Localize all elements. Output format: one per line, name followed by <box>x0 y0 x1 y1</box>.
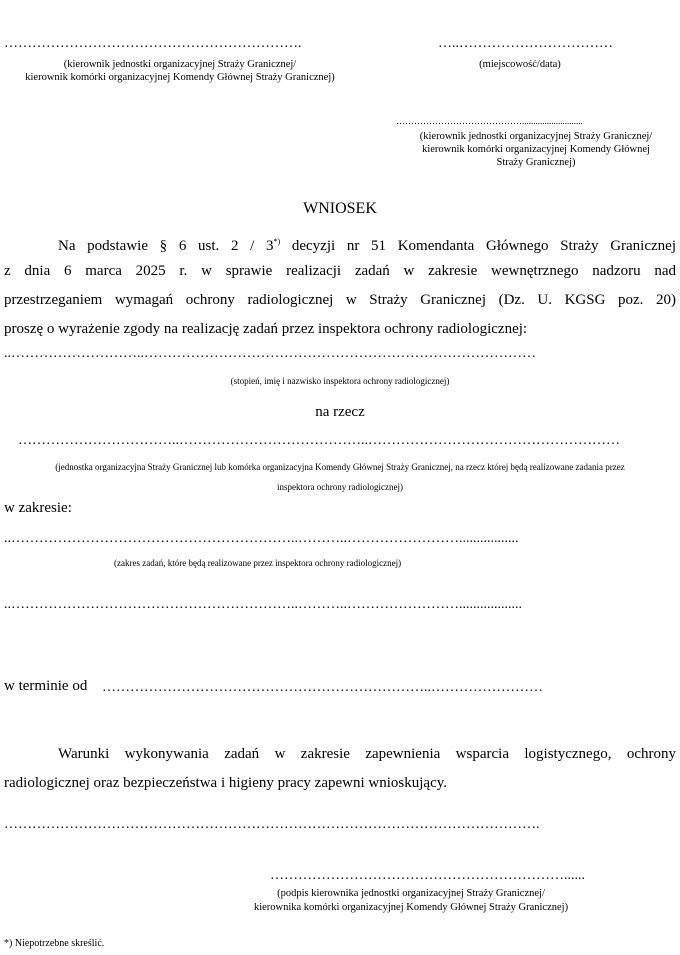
footnote-marker: *) <box>4 938 13 949</box>
place-date-dots: …..…………………………… <box>438 36 613 51</box>
inspector-caption: (stopień, imię i nazwisko inspektora ochrony radiologicznej) <box>230 376 450 386</box>
footnote-marker-ref: *) <box>273 237 281 246</box>
place-date-caption: (miejscowość/data) <box>479 59 561 70</box>
inspector-dots: ..………………………..………………………………………………………………………… <box>4 346 536 361</box>
footnote <box>4 938 104 949</box>
intro-line1 <box>58 228 676 260</box>
bottom-dots: ……………………………………………………………………………………………………. <box>4 817 540 832</box>
scope-dots-2: ..……………………………………………………..………..…………………….................. <box>4 597 522 612</box>
unit-caption-line1: (jednostka organizacyjna Straży Granicznej lub komórka organizacyjna Komendy Głównej Straży Granicznej, na rzecz której będą realizowane zadania przez <box>55 462 625 472</box>
conditions-line2: radiologicznej oraz bezpieczeństwa i higieny pracy zapewni wnioskujący. <box>4 775 448 791</box>
sender-caption-line1: (kierownik jednostki organizacyjnej Straży Granicznej/ <box>63 59 297 70</box>
term-label: w terminie od <box>4 678 88 694</box>
intro-line3: przestrzeganiem wymagań ochrony radiologicznej w Straży Granicznej (Dz. U. KGSG poz. 20) <box>4 292 676 308</box>
signature-caption-line1: (podpis kierownika jednostki organizacyjnej Straży Granicznej/ <box>277 888 545 899</box>
scope-label: w zakresie: <box>4 500 72 516</box>
intro-line2: z dnia 6 marca 2025 r. w sprawie realizacji zadań w zakresie wewnętrznego nadzoru nad <box>4 263 676 279</box>
footnote-text: Niepotrzebne skreślić. <box>12 938 105 949</box>
scope-caption: (zakres zadań, które będą realizowane przez inspektora ochrony radiologicznej) <box>114 558 402 568</box>
conditions-line1: Warunki wykonywania zadań w zakresie zapewnienia wsparcia logistycznego, ochrony <box>58 746 676 762</box>
term-dots: ……………………………………………………………..…………………… <box>102 680 543 695</box>
addressee-line2: kierownik komórki organizacyjnej Komendy Głównej <box>422 144 650 155</box>
intro-line1-end: decyzji nr 51 Komendanta Głównego Straży Granicznej <box>280 238 676 254</box>
signature-caption-line2: kierownika komórki organizacyjnej Komendy Głównej Straży Granicznej) <box>253 902 569 913</box>
unit-caption-line2: inspektora ochrony radiologicznej) <box>277 482 403 492</box>
intro-line1-start: Na podstawie § 6 ust. 2 / 3 <box>58 238 274 254</box>
on-behalf-label: na rzecz <box>315 404 365 420</box>
signature-dots: ………………………………………………………...... <box>270 868 585 883</box>
sender-dots: ………………………………………………………. <box>4 36 302 51</box>
scope-dots-1: ..……………………………………………………..………..……………………................. <box>4 531 519 546</box>
addressee-dots: ……………………………………........................... <box>396 116 583 126</box>
sender-caption-line2: kierownik komórki organizacyjnej Komendy Głównej Straży Granicznej) <box>25 72 335 83</box>
addressee-line3: Straży Granicznej) <box>496 157 576 168</box>
unit-dots: ……………………………..…………………………………..……………………………………………… <box>18 433 620 448</box>
intro-line4: proszę o wyrażenie zgody na realizację zadań przez inspektora ochrony radiologicznej: <box>4 321 528 337</box>
addressee-line1: (kierownik jednostki organizacyjnej Straży Granicznej/ <box>419 131 653 142</box>
document-title: WNIOSEK <box>303 200 377 217</box>
